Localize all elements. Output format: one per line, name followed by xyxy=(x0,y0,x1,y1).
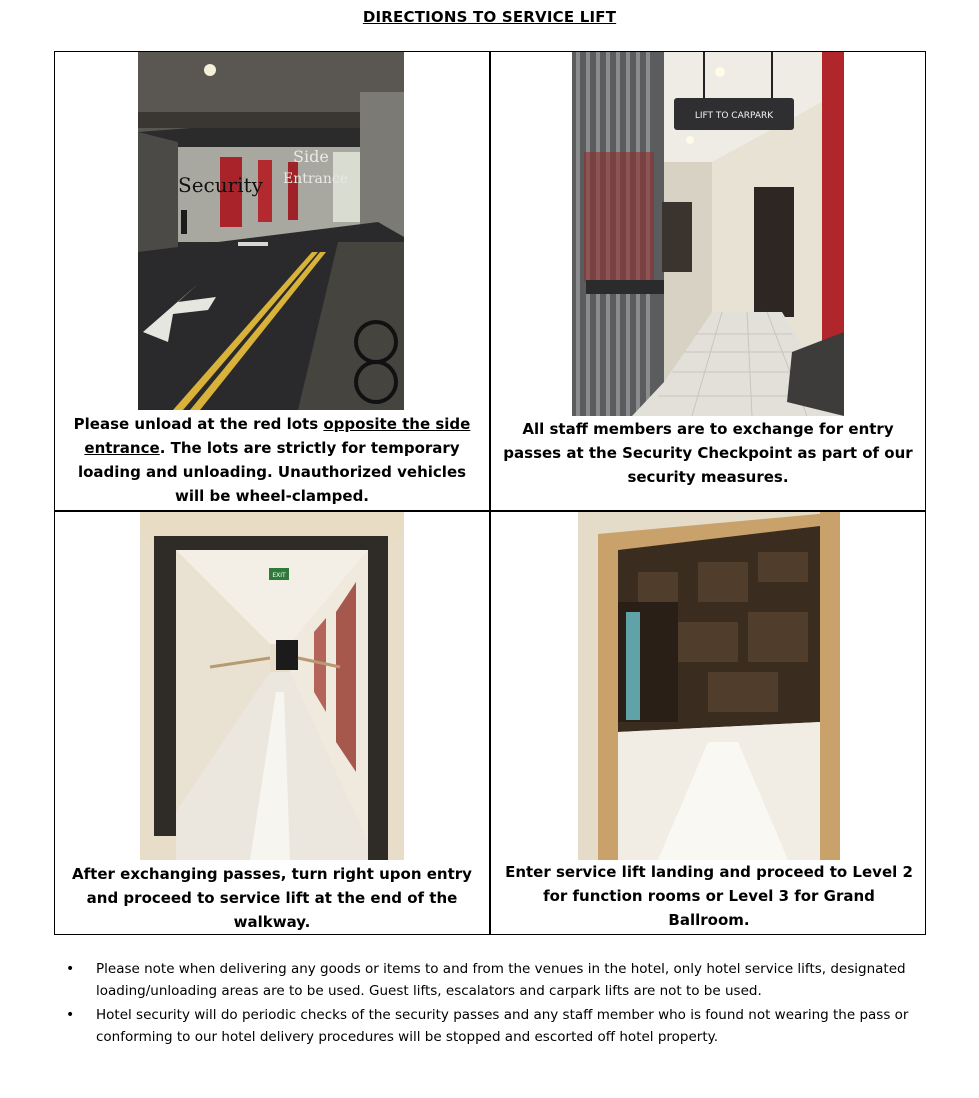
caption-lift-levels: Enter service lift landing and proceed to Level 2 for function rooms or Level 3 for Grand Ballroom. xyxy=(505,863,913,929)
photo-label-security: Security xyxy=(178,173,263,197)
caption-underlined-text: opposite the side entrance xyxy=(84,415,471,457)
driveway-photo xyxy=(138,52,404,410)
photo-label-entrance: Entrance xyxy=(283,171,349,187)
page-title: DIRECTIONS TO SERVICE LIFT xyxy=(362,8,617,26)
security-corridor-photo xyxy=(572,52,844,416)
bullet-icon: • xyxy=(66,961,75,977)
service-lift-landing-photo xyxy=(578,512,840,860)
grid-vertical-divider xyxy=(489,51,491,935)
bullet-icon: • xyxy=(66,1007,75,1023)
caption-text: . The lots are strictly for temporary loading and unloading. Unauthorized vehicles will be wheel-clamped. xyxy=(77,439,467,505)
delivery-notes-list xyxy=(62,958,922,1050)
photo-label-exit: EXIT xyxy=(272,572,286,579)
photo-label-side: Side xyxy=(293,147,329,166)
photo-label-lift-to-carpark: LIFT TO CARPARK xyxy=(694,111,774,121)
caption-text: Please unload at the red lots xyxy=(73,415,324,433)
note-text: Please note when delivering any goods or items to and from the venues in the hotel, only hotel service lifts, designated loading/unloading areas are to be used. Guest lifts, escalators and carpark lifts are not to be used. xyxy=(96,961,906,999)
note-text: Hotel security will do periodic checks of the security passes and any staff member who is found not wearing the pass or conforming to our hotel delivery procedures will be stopped and escorted off hotel property. xyxy=(96,1007,909,1045)
list-item xyxy=(62,958,922,1002)
list-item xyxy=(62,1004,922,1048)
service-walkway-photo xyxy=(140,512,404,860)
caption-walkway-directions: After exchanging passes, turn right upon entry and proceed to service lift at the end of the walkway. xyxy=(72,865,472,931)
caption-security-checkpoint: All staff members are to exchange for entry passes at the Security Checkpoint as part of our security measures. xyxy=(503,420,913,486)
caption-unload-instructions xyxy=(70,412,474,508)
